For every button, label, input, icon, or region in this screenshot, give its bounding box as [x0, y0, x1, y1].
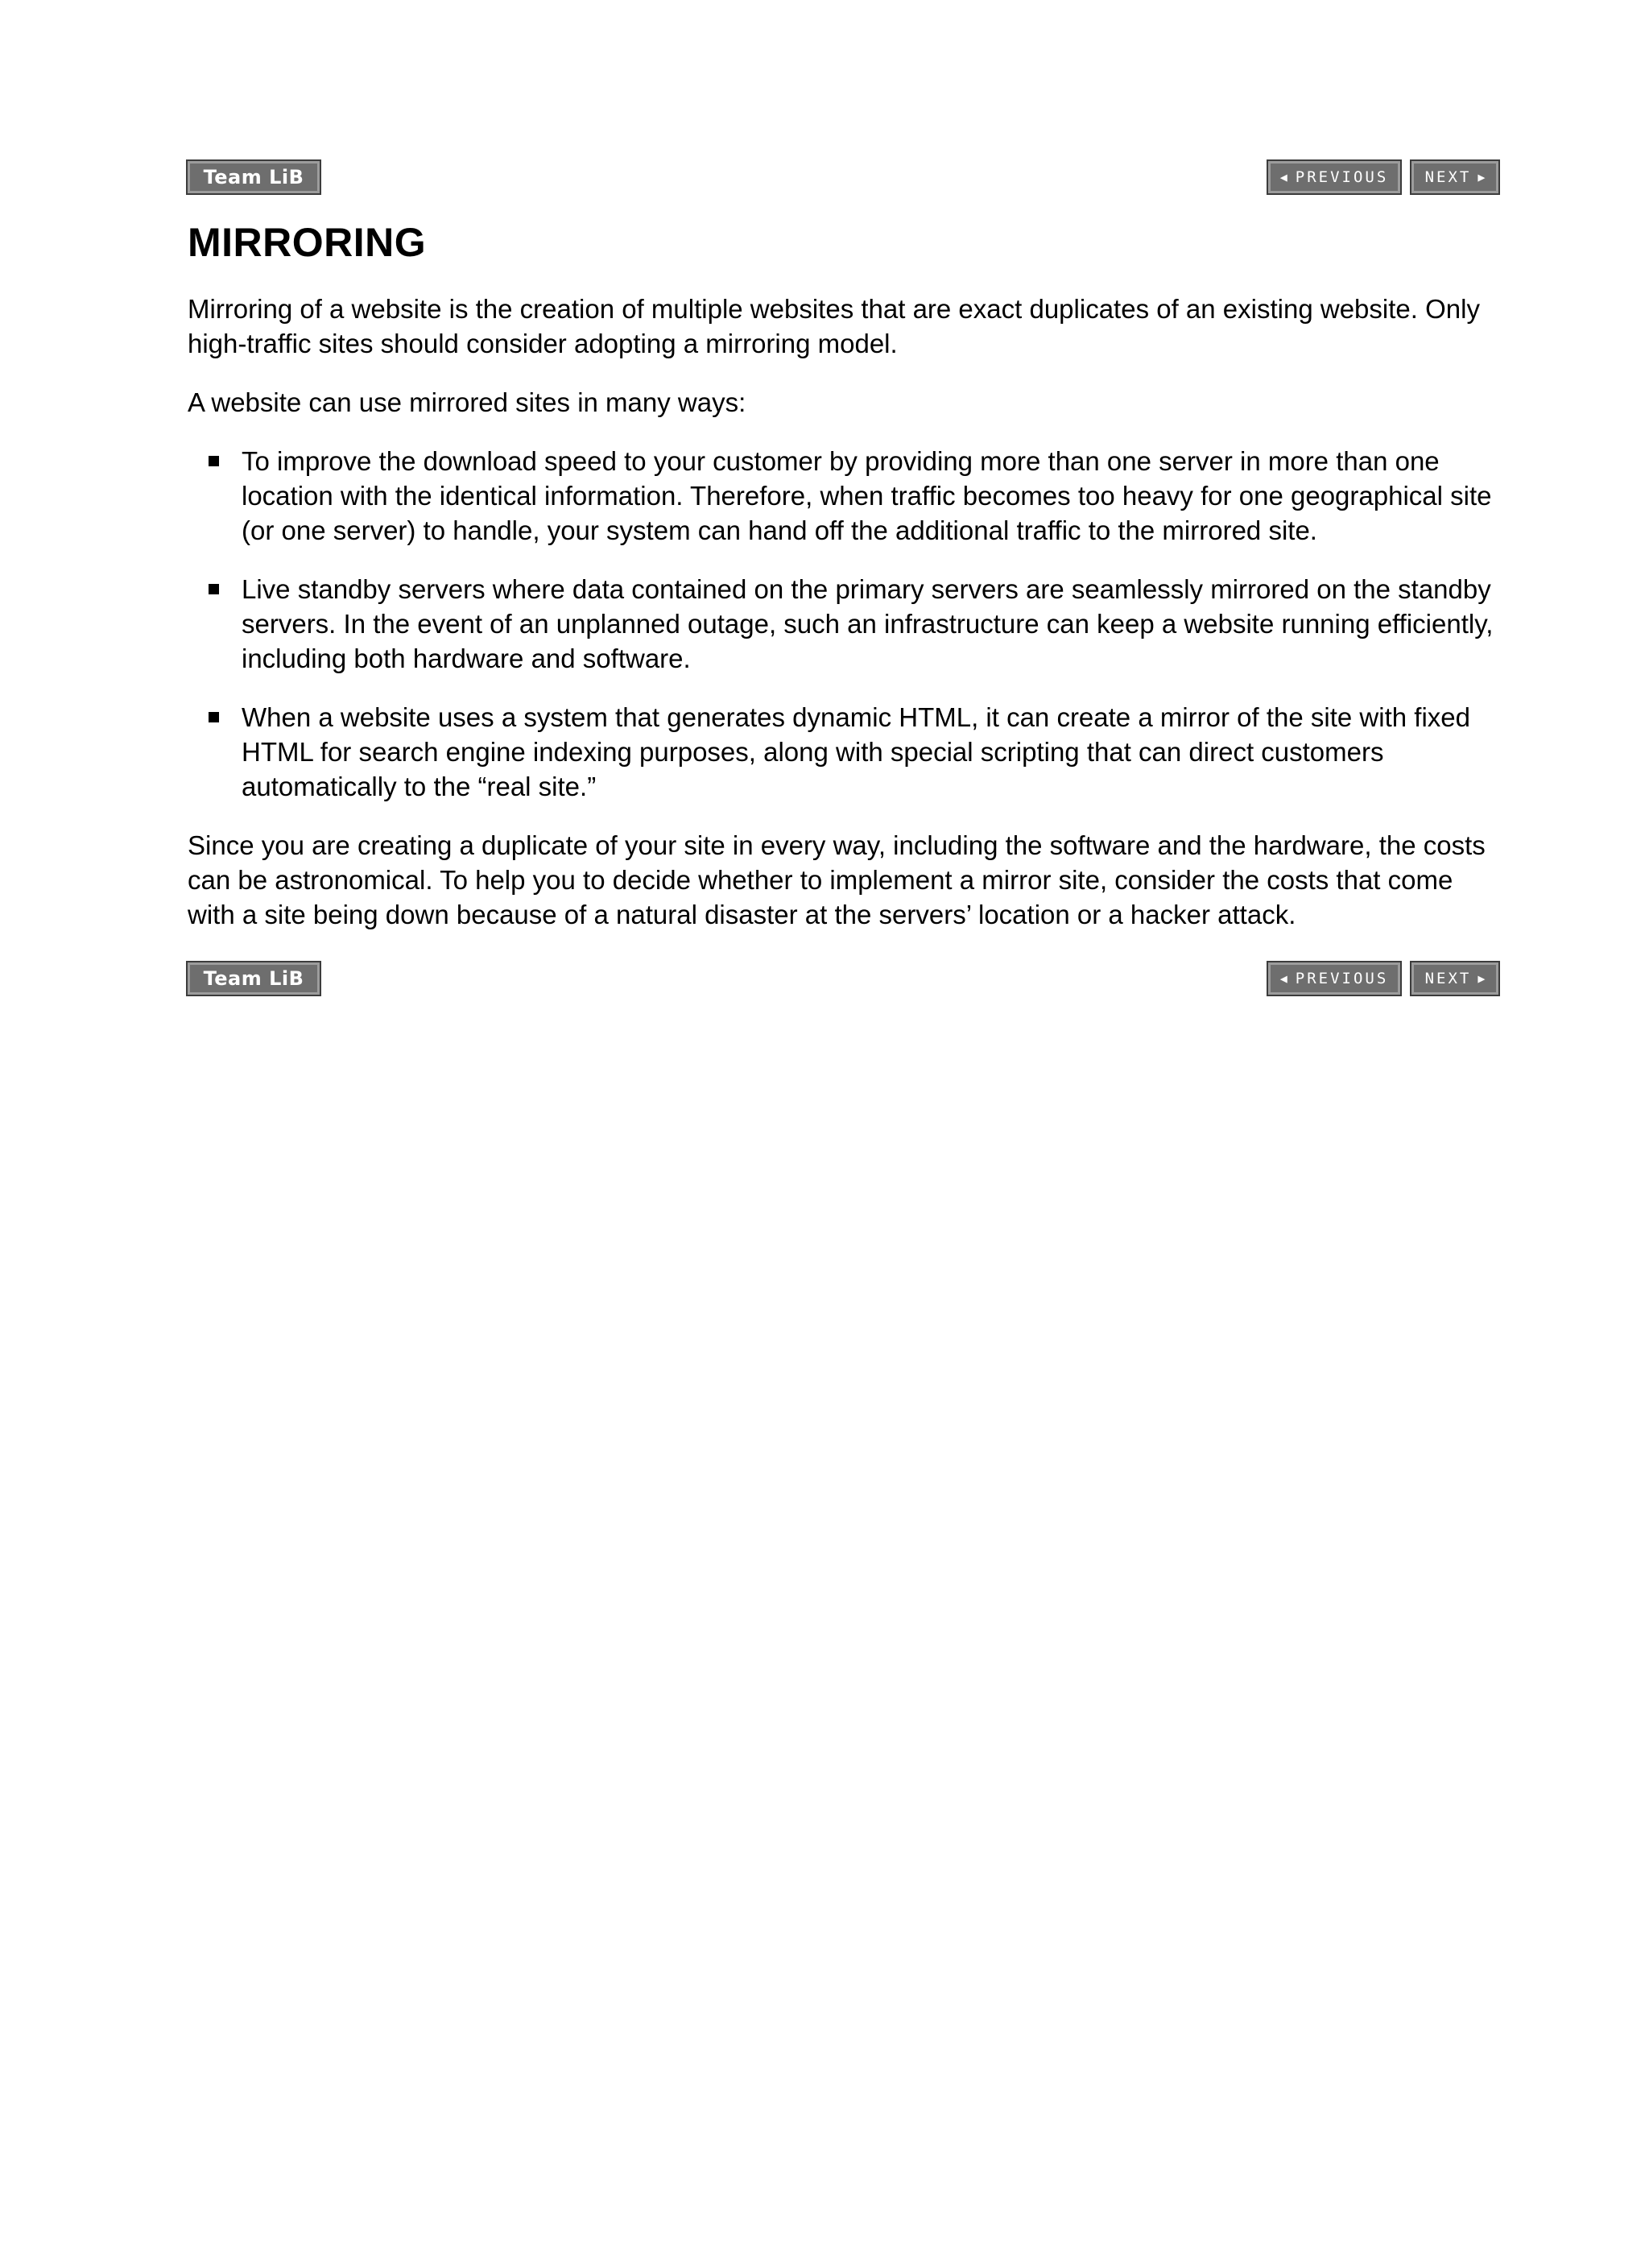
square-bullet-icon	[209, 456, 219, 466]
team-lib-label: Team LiB	[203, 166, 304, 188]
arrow-right-icon: ▶	[1477, 971, 1486, 986]
square-bullet-icon	[209, 584, 219, 594]
previous-label: PREVIOUS	[1295, 168, 1389, 186]
next-label: NEXT	[1424, 168, 1472, 186]
previous-button[interactable]	[1268, 161, 1400, 193]
list-item	[188, 444, 1498, 548]
list-item-text: Live standby servers where data contained on the primary servers are seamlessly mirrored on the standby servers. In the event of an unplanned outage, such an infrastructure can keep a website running efficiently, including both hardware and software.	[242, 574, 1494, 673]
team-lib-button[interactable]	[188, 962, 320, 995]
team-lib-label: Team LiB	[203, 967, 304, 990]
closing-paragraph: Since you are creating a duplicate of your site in every way, including the software and the hardware, the costs can be astronomical. To help you to decide whether to implement a mirror site, consider the costs that come with a site being down because of a natural disaster at the servers’ location or a hacker attack.	[188, 830, 1486, 929]
list-lead-paragraph: A website can use mirrored sites in many ways:	[188, 387, 746, 417]
previous-button[interactable]	[1268, 962, 1400, 995]
list-item	[188, 700, 1498, 804]
list-item-text: When a website uses a system that generates dynamic HTML, it can create a mirror of the site with fixed HTML for search engine indexing purposes, along with special scripting that can direct customers automatically to the “real site.”	[242, 702, 1470, 801]
page-title: MIRRORING	[188, 220, 427, 265]
page	[188, 161, 1498, 995]
next-button[interactable]	[1411, 161, 1498, 193]
top-navigation-bar	[188, 161, 1498, 193]
intro-paragraph: Mirroring of a website is the creation of multiple websites that are exact duplicates of an existing website. Only high-traffic sites should consider adopting a mirroring model.	[188, 294, 1480, 358]
team-lib-button[interactable]	[188, 161, 320, 193]
arrow-left-icon: ◀	[1279, 169, 1287, 184]
bullet-list	[188, 444, 1498, 804]
next-label: NEXT	[1424, 970, 1472, 987]
next-button[interactable]	[1411, 962, 1498, 995]
arrow-left-icon: ◀	[1279, 971, 1287, 986]
list-item-text: To improve the download speed to your customer by providing more than one server in more than one location with the identical information. Therefore, when traffic becomes too heavy for one geographical site (or one server) to handle, your system can hand off the additional traffic to the mirrored site.	[242, 446, 1492, 545]
list-item	[188, 572, 1498, 676]
arrow-right-icon: ▶	[1477, 169, 1486, 184]
previous-label: PREVIOUS	[1295, 970, 1389, 987]
square-bullet-icon	[209, 712, 219, 722]
bottom-navigation-bar	[188, 962, 1498, 995]
